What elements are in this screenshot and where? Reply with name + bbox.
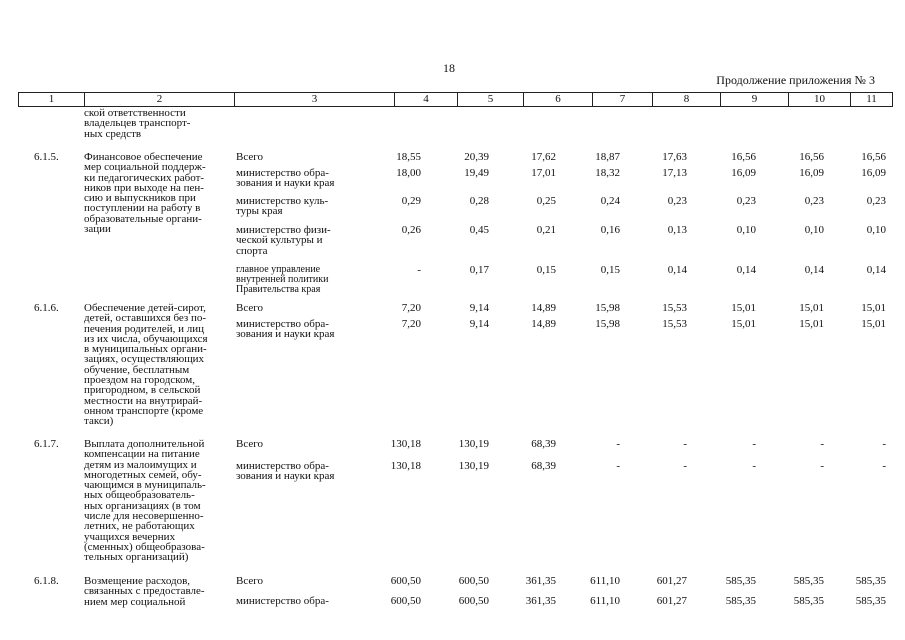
value-cell: 130,19 xyxy=(458,460,489,472)
value-cell: 601,27 xyxy=(656,575,687,587)
value-cell: 0,23 xyxy=(866,195,886,207)
value-cell: 585,35 xyxy=(855,575,886,587)
measure-name: ской ответственности владельцев транспорт- ных средств xyxy=(84,107,191,140)
value-cell: - xyxy=(752,438,756,450)
value-cell: - xyxy=(820,460,824,472)
value-cell: 14,89 xyxy=(531,302,556,314)
value-cell: 600,50 xyxy=(458,575,489,587)
measure-name: Обеспечение детей-сирот, детей, оставшихся без по- печения родителей, и лиц из их числа, обучающихся в муниципальных органи- зациях, осуществляющих обучение, бесплатным проездом на городском, пригородном, в сельской местности на внутрирай- онном транспорте (кроме такси) xyxy=(84,302,208,428)
col-number: 11 xyxy=(851,93,893,107)
col-number: 10 xyxy=(789,93,851,107)
value-cell: 15,01 xyxy=(731,318,756,330)
source-label: министерство обра- зования и науки края xyxy=(236,460,335,483)
value-cell: 68,39 xyxy=(531,460,556,472)
row-code: 6.1.6. xyxy=(34,302,59,314)
value-cell: 15,98 xyxy=(595,318,620,330)
value-cell: 15,01 xyxy=(799,318,824,330)
source-label: Всего xyxy=(236,151,263,163)
value-cell: 600,50 xyxy=(390,595,421,607)
row-code: 6.1.7. xyxy=(34,438,59,450)
value-cell: 0,14 xyxy=(736,264,756,276)
measure-name: Финансовое обеспечение мер социальной поддерж- ки педагогических работ- ников при выходе на пен- сию и выпускников при поступлении на работу в образовательные органи- зации xyxy=(84,151,206,236)
value-cell: 585,35 xyxy=(793,575,824,587)
value-cell: 130,18 xyxy=(390,438,421,450)
value-cell: - xyxy=(882,438,886,450)
value-cell: 15,53 xyxy=(662,318,687,330)
value-cell: 0,28 xyxy=(469,195,489,207)
source-label: Всего xyxy=(236,438,263,450)
source-label: министерство обра- зования и науки края xyxy=(236,318,335,341)
value-cell: - xyxy=(882,460,886,472)
value-cell: 15,53 xyxy=(662,302,687,314)
source-label: министерство обра- xyxy=(236,595,329,607)
value-cell: - xyxy=(683,460,687,472)
value-cell: 0,14 xyxy=(804,264,824,276)
value-cell: 17,63 xyxy=(662,151,687,163)
value-cell: 0,23 xyxy=(667,195,687,207)
value-cell: 0,14 xyxy=(667,264,687,276)
value-cell: 15,01 xyxy=(799,302,824,314)
value-cell: - xyxy=(616,460,620,472)
value-cell: 0,29 xyxy=(401,195,421,207)
source-label: министерство куль- туры края xyxy=(236,195,329,218)
value-cell: 18,32 xyxy=(595,167,620,179)
value-cell: 0,24 xyxy=(600,195,620,207)
value-cell: 17,62 xyxy=(531,151,556,163)
value-cell: 14,89 xyxy=(531,318,556,330)
value-cell: 16,56 xyxy=(731,151,756,163)
value-cell: 0,25 xyxy=(536,195,556,207)
value-cell: 585,35 xyxy=(793,595,824,607)
source-label: министерство физи- ческой культуры и спорта xyxy=(236,224,331,257)
page-number: 18 xyxy=(443,61,455,75)
value-cell: 16,09 xyxy=(861,167,886,179)
value-cell: - xyxy=(417,264,421,276)
value-cell: 585,35 xyxy=(855,595,886,607)
value-cell: 15,98 xyxy=(595,302,620,314)
value-cell: 130,18 xyxy=(390,460,421,472)
value-cell: 361,35 xyxy=(525,595,556,607)
measure-name: Выплата дополнительной компенсации на питание детям из малоимущих и многодетных семей, обу- чающимся в муниципаль- ных общеобразователь- ных организациях (в том числе для несовершенно- летних, не работающих учащихся вечерних (сменных) общеобразова- тельных организаций) xyxy=(84,438,206,564)
source-label: Всего xyxy=(236,302,263,314)
source-label: Всего xyxy=(236,575,263,587)
continuation-caption: Продолжение приложения № 3 xyxy=(716,73,875,87)
measure-name: Возмещение расходов, связанных с предоставле- нием мер социальной xyxy=(84,575,205,608)
value-cell: 130,19 xyxy=(458,438,489,450)
value-cell: 9,14 xyxy=(469,302,489,314)
value-cell: 361,35 xyxy=(525,575,556,587)
value-cell: 18,87 xyxy=(595,151,620,163)
value-cell: 17,13 xyxy=(662,167,687,179)
value-cell: 600,50 xyxy=(390,575,421,587)
value-cell: 17,01 xyxy=(531,167,556,179)
value-cell: 18,00 xyxy=(396,167,421,179)
value-cell: - xyxy=(752,460,756,472)
value-cell: 15,01 xyxy=(861,302,886,314)
value-cell: 0,21 xyxy=(536,224,556,236)
col-number: 4 xyxy=(395,93,458,107)
value-cell: 585,35 xyxy=(725,575,756,587)
col-number: 5 xyxy=(458,93,524,107)
value-cell: 585,35 xyxy=(725,595,756,607)
value-cell: 15,01 xyxy=(731,302,756,314)
value-cell: 0,10 xyxy=(736,224,756,236)
row-code: 6.1.5. xyxy=(34,151,59,163)
value-cell: 0,26 xyxy=(401,224,421,236)
value-cell: 18,55 xyxy=(396,151,421,163)
value-cell: 16,09 xyxy=(731,167,756,179)
row-code: 6.1.8. xyxy=(34,575,59,587)
value-cell: - xyxy=(616,438,620,450)
col-number: 1 xyxy=(19,93,85,107)
value-cell: 0,15 xyxy=(600,264,620,276)
value-cell: 16,09 xyxy=(799,167,824,179)
value-cell: 7,20 xyxy=(401,302,421,314)
value-cell: 601,27 xyxy=(656,595,687,607)
value-cell: 16,56 xyxy=(861,151,886,163)
value-cell: 7,20 xyxy=(401,318,421,330)
value-cell: 0,17 xyxy=(469,264,489,276)
value-cell: 0,10 xyxy=(804,224,824,236)
value-cell: 611,10 xyxy=(590,575,620,587)
col-number: 6 xyxy=(524,93,593,107)
value-cell: 15,01 xyxy=(861,318,886,330)
value-cell: - xyxy=(683,438,687,450)
source-label: главное управление внутренней политики Правительства края xyxy=(236,264,329,295)
value-cell: 0,10 xyxy=(866,224,886,236)
source-label: министерство обра- зования и науки края xyxy=(236,167,335,190)
value-cell: 0,14 xyxy=(866,264,886,276)
col-number: 7 xyxy=(593,93,653,107)
col-number: 8 xyxy=(653,93,721,107)
col-number: 2 xyxy=(85,93,235,107)
value-cell: 20,39 xyxy=(464,151,489,163)
column-number-header xyxy=(18,92,893,107)
value-cell: 0,13 xyxy=(667,224,687,236)
value-cell: 68,39 xyxy=(531,438,556,450)
value-cell: 0,45 xyxy=(469,224,489,236)
value-cell: 0,23 xyxy=(736,195,756,207)
value-cell: 9,14 xyxy=(469,318,489,330)
value-cell: - xyxy=(820,438,824,450)
value-cell: 0,16 xyxy=(600,224,620,236)
value-cell: 600,50 xyxy=(458,595,489,607)
value-cell: 0,23 xyxy=(804,195,824,207)
value-cell: 611,10 xyxy=(590,595,620,607)
col-number: 3 xyxy=(235,93,395,107)
value-cell: 0,15 xyxy=(536,264,556,276)
value-cell: 19,49 xyxy=(464,167,489,179)
value-cell: 16,56 xyxy=(799,151,824,163)
col-number: 9 xyxy=(721,93,789,107)
